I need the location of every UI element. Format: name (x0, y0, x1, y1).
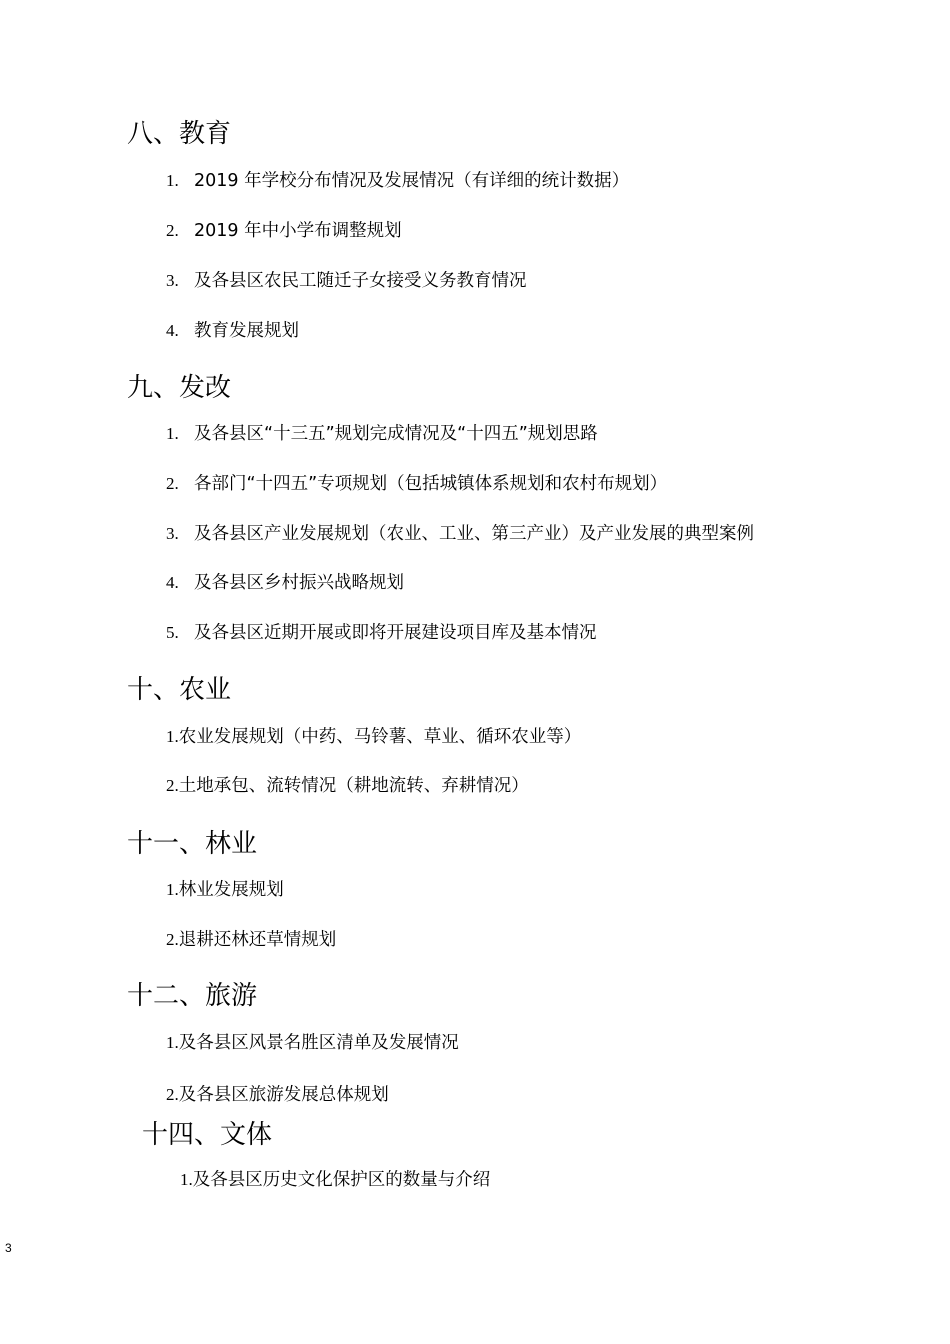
list-item (166, 928, 336, 952)
list-item (166, 422, 598, 446)
item-text: 2019 年学校分布情况及发展情况（有详细的统计数据） (194, 171, 630, 191)
item-number: 2. (166, 221, 179, 240)
item-text: 及各县区风景名胜区清单及发展情况 (178, 1033, 459, 1053)
list-item (166, 269, 527, 293)
item-number: 1. (166, 424, 179, 443)
item-number: 2. (166, 474, 179, 493)
list-item (180, 1168, 490, 1192)
item-number: 5. (166, 623, 179, 642)
page-number: 3 (5, 1241, 12, 1255)
item-text: 各部门“十四五”专项规划（包括城镇体系规划和农村布规划） (194, 474, 668, 494)
section-heading-culture-sports: 十四、文体 (142, 1120, 273, 1150)
list-item (166, 774, 529, 798)
item-number: 1. (166, 880, 179, 899)
item-text: 林业发展规划 (178, 880, 284, 900)
item-number: 3. (166, 271, 179, 290)
list-item (166, 725, 581, 749)
item-number: 1. (166, 1033, 179, 1052)
section-heading-tourism: 十二、旅游 (127, 981, 258, 1011)
list-item (166, 319, 299, 343)
item-text: 农业发展规划（中药、马铃薯、草业、循环农业等） (178, 727, 582, 747)
list-item (166, 219, 402, 243)
item-text: 及各县区近期开展或即将开展建设项目库及基本情况 (194, 623, 597, 643)
item-text: 及各县区乡村振兴战略规划 (194, 573, 404, 593)
section-heading-education: 八、教育 (127, 119, 232, 149)
item-text: 及各县区旅游发展总体规划 (178, 1085, 389, 1105)
item-text: 退耕还林还草情规划 (178, 930, 337, 950)
item-text: 土地承包、流转情况（耕地流转、弃耕情况） (178, 776, 529, 796)
section-heading-forestry: 十一、林业 (127, 829, 258, 859)
list-item (166, 522, 754, 546)
item-number: 2. (166, 930, 179, 949)
list-item (166, 1031, 459, 1055)
item-number: 4. (166, 321, 179, 340)
item-number: 1. (180, 1170, 193, 1189)
list-item (166, 878, 284, 902)
item-text: 教育发展规划 (194, 321, 299, 341)
list-item (166, 621, 597, 645)
item-text: 及各县区产业发展规划（农业、工业、第三产业）及产业发展的典型案例 (194, 524, 754, 544)
list-item (166, 472, 667, 496)
item-number: 4. (166, 573, 179, 592)
section-heading-agriculture: 十、农业 (127, 675, 232, 705)
item-text: 及各县区农民工随迁子女接受义务教育情况 (194, 271, 527, 291)
list-item (166, 169, 629, 193)
section-heading-development-reform: 九、发改 (127, 373, 232, 403)
item-text: 及各县区历史文化保护区的数量与介绍 (192, 1170, 491, 1190)
item-number: 1. (166, 171, 179, 190)
item-number: 1. (166, 727, 179, 746)
item-number: 2. (166, 776, 179, 795)
list-item (166, 1083, 389, 1107)
item-text: 及各县区“十三五”规划完成情况及“十四五”规划思路 (194, 424, 598, 444)
item-number: 2. (166, 1085, 179, 1104)
list-item (166, 571, 404, 595)
item-text: 2019 年中小学布调整规划 (194, 221, 402, 241)
item-number: 3. (166, 524, 179, 543)
